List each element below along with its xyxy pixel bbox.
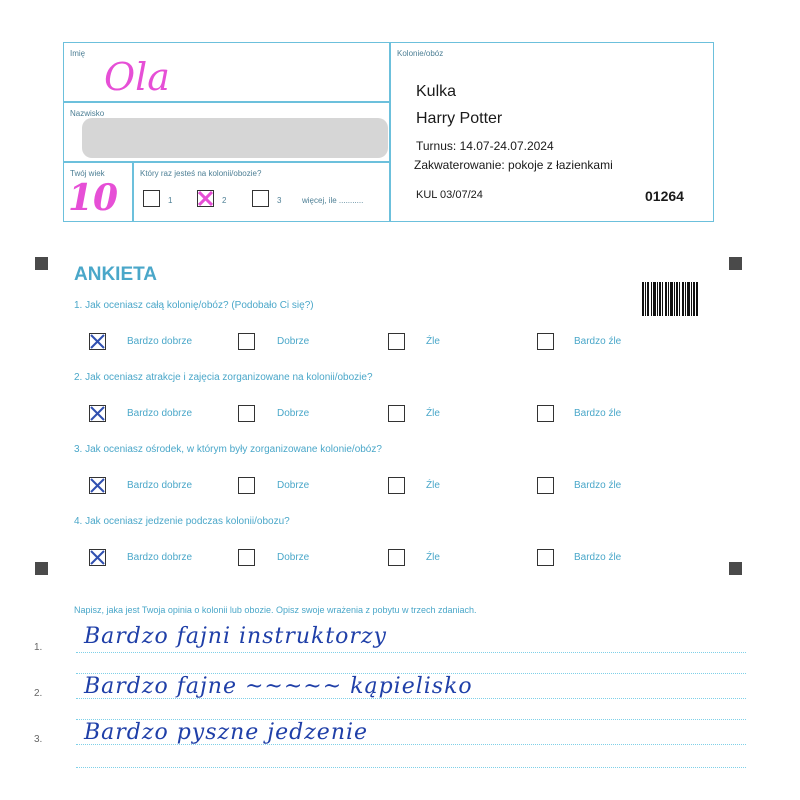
q3-checkbox-bardzo-dobrze[interactable] (89, 477, 106, 494)
q2-checkbox-zle[interactable] (388, 405, 405, 422)
age-label: Twój wiek (70, 169, 105, 178)
q2-option-zle: Źle (426, 408, 440, 419)
camp-theme: Harry Potter (416, 110, 503, 127)
times-option-more: więcej, ile ........... (302, 196, 364, 205)
q1-option-zle: Źle (426, 336, 440, 347)
times-option-3: 3 (277, 196, 282, 205)
q1-checkbox-bardzo-zle[interactable] (537, 333, 554, 350)
form-number: 01264 (645, 188, 684, 204)
q2-checkbox-dobrze[interactable] (238, 405, 255, 422)
times-checkbox-3[interactable] (252, 190, 269, 207)
q1-option-bardzo-dobrze: Bardzo dobrze (127, 336, 193, 347)
answer-text-3[interactable]: Bardzo pyszne jedzenie (84, 720, 369, 745)
turnus: Turnus: 14.07-24.07.2024 (416, 139, 554, 153)
q1-option-bardzo-zle: Bardzo źle (574, 336, 622, 347)
question-4: 4. Jak oceniasz jedzenie podczas kolonii/obozu? (74, 516, 290, 527)
q2-checkbox-bardzo-dobrze[interactable] (89, 405, 106, 422)
form-divider (389, 43, 391, 221)
pink-x-mark-icon (198, 191, 213, 206)
opinion-prompt: Napisz, jaka jest Twoja opinia o kolonii lub obozie. Opisz swoje wrażenia z pobytu w trzech zdaniach. (74, 605, 477, 615)
answer-line-guide (76, 767, 746, 768)
q4-checkbox-bardzo-zle[interactable] (537, 549, 554, 566)
blue-x-mark-icon (90, 406, 105, 421)
q2-option-bardzo-dobrze: Bardzo dobrze (127, 408, 193, 419)
q4-checkbox-bardzo-dobrze[interactable] (89, 549, 106, 566)
q3-option-bardzo-zle: Bardzo źle (574, 480, 622, 491)
surname-label: Nazwisko (70, 109, 105, 118)
q3-option-zle: Źle (426, 480, 440, 491)
line-number-2: 2. (34, 688, 43, 699)
age-value[interactable]: 10 (68, 177, 119, 219)
q4-option-dobrze: Dobrze (277, 552, 310, 563)
times-option-2: 2 (222, 196, 227, 205)
blue-x-mark-icon (90, 334, 105, 349)
times-checkbox-1[interactable] (143, 190, 160, 207)
form-row-line (64, 101, 389, 103)
line-number-1: 1. (34, 642, 43, 653)
q3-option-bardzo-dobrze: Bardzo dobrze (127, 480, 193, 491)
answer-text-1[interactable]: Bardzo fajni instruktorzy (84, 624, 387, 649)
q4-option-bardzo-dobrze: Bardzo dobrze (127, 552, 193, 563)
survey-title: ANKIETA (74, 264, 158, 285)
q1-checkbox-zle[interactable] (388, 333, 405, 350)
q1-checkbox-dobrze[interactable] (238, 333, 255, 350)
camp-code: KUL 03/07/24 (416, 189, 483, 201)
q4-checkbox-dobrze[interactable] (238, 549, 255, 566)
name-value[interactable]: Ola (104, 55, 170, 99)
name-label: Imię (70, 49, 86, 58)
q4-option-zle: Źle (426, 552, 440, 563)
q4-checkbox-zle[interactable] (388, 549, 405, 566)
q2-checkbox-bardzo-zle[interactable] (537, 405, 554, 422)
question-2: 2. Jak oceniasz atrakcje i zajęcia zorganizowane na kolonii/obozie? (74, 372, 373, 383)
barcode-icon (642, 282, 698, 316)
q1-option-dobrze: Dobrze (277, 336, 310, 347)
q3-checkbox-dobrze[interactable] (238, 477, 255, 494)
q1-checkbox-bardzo-dobrze[interactable] (89, 333, 106, 350)
times-checkbox-2[interactable] (197, 190, 214, 207)
redacted-surname (82, 118, 388, 158)
q3-checkbox-zle[interactable] (388, 477, 405, 494)
q4-option-bardzo-zle: Bardzo źle (574, 552, 622, 563)
answer-line-1[interactable] (76, 652, 746, 653)
q2-option-dobrze: Dobrze (277, 408, 310, 419)
registration-marker (35, 257, 48, 270)
times-label: Który raz jesteś na kolonii/obozie? (140, 169, 262, 178)
answer-text-2[interactable]: Bardzo fajne ~~~~~ kąpielisko (84, 674, 473, 699)
accommodation: Zakwaterowanie: pokoje z łazienkami (414, 158, 613, 172)
line-number-3: 3. (34, 734, 43, 745)
blue-x-mark-icon (90, 478, 105, 493)
q3-option-dobrze: Dobrze (277, 480, 310, 491)
q2-option-bardzo-zle: Bardzo źle (574, 408, 622, 419)
times-option-1: 1 (168, 196, 173, 205)
registration-marker (35, 562, 48, 575)
registration-marker (729, 562, 742, 575)
question-3: 3. Jak oceniasz ośrodek, w którym były zorganizowane kolonie/obóz? (74, 444, 382, 455)
form-row-line (64, 161, 389, 163)
blue-x-mark-icon (90, 550, 105, 565)
registration-marker (729, 257, 742, 270)
question-1: 1. Jak oceniasz całą kolonię/obóz? (Podobało Ci się?) (74, 300, 314, 311)
camp-name: Kulka (416, 83, 457, 100)
camp-label: Kolonie/obóz (397, 49, 444, 58)
q3-checkbox-bardzo-zle[interactable] (537, 477, 554, 494)
form-cell-line (132, 161, 134, 221)
